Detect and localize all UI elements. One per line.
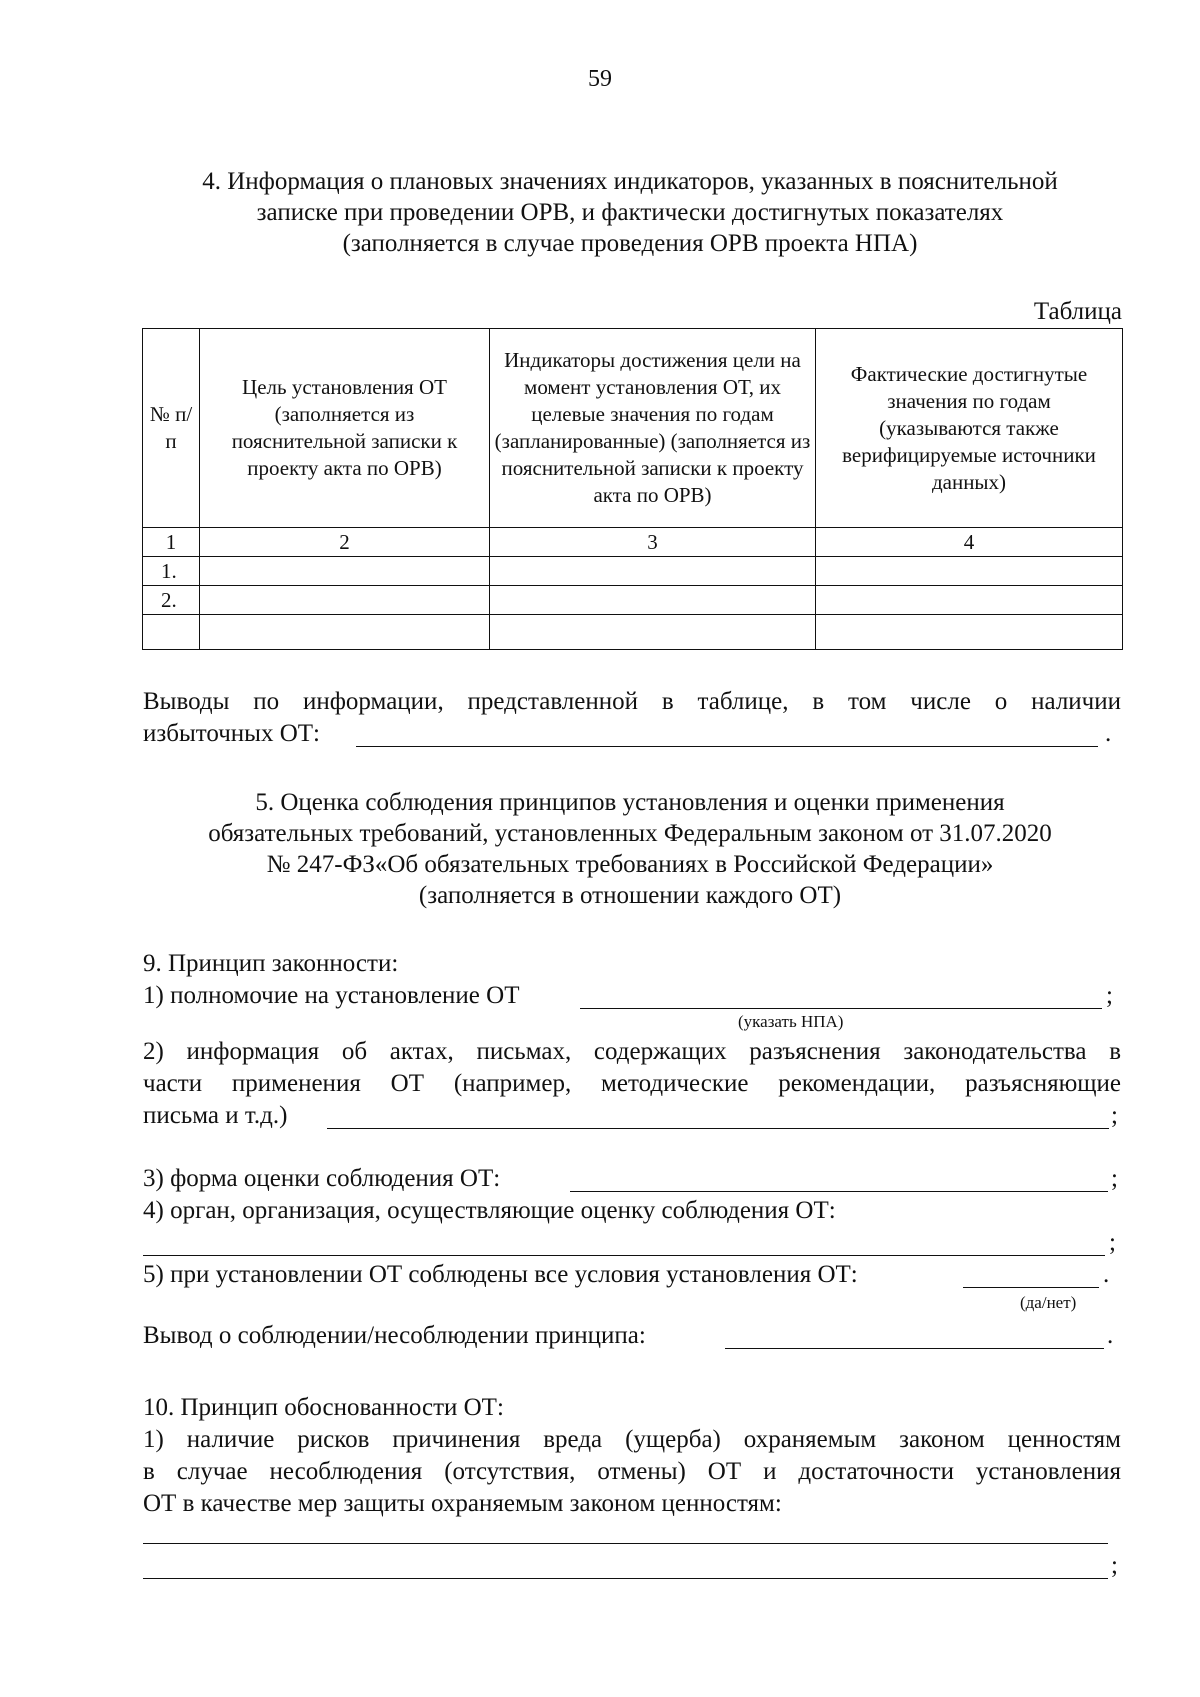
conditions-met-blank[interactable] — [963, 1259, 1099, 1288]
table-cell[interactable] — [490, 615, 816, 650]
table-cell[interactable] — [490, 557, 816, 586]
npa-hint: (указать НПА) — [738, 1012, 844, 1031]
semicolon-mark: ; — [1111, 1102, 1118, 1129]
header-cell-indicators: Индикаторы достижения цели на момент установления ОТ, их целевые значения по годам (запланированные) (заполняется из пояснительной записки к проекту акта по ОРВ) — [490, 329, 816, 528]
authority-npa-blank[interactable] — [580, 980, 1102, 1009]
table-cell[interactable] — [200, 586, 490, 615]
header-cell-number: № п/п — [143, 329, 200, 528]
table-cell[interactable] — [200, 557, 490, 586]
item-5-label: 5) при установлении ОТ соблюдены все условия установления ОТ: — [143, 1261, 858, 1288]
table-cell[interactable] — [490, 586, 816, 615]
item-3-label: 3) форма оценки соблюдения ОТ: — [143, 1165, 501, 1192]
item-4-fill-line — [143, 1227, 1121, 1259]
table-column-numbers-row — [143, 528, 1123, 557]
principle-9-item-3 — [143, 1163, 1121, 1291]
section-5-title-line: (заполняется в отношении каждого ОТ) — [418, 882, 842, 909]
principle-10-title: 10. Принцип обоснованности ОТ: — [143, 1394, 504, 1421]
item-2-line: 2) информация об актах, письмах, содержащих разъяснения законодательства в — [143, 1038, 1121, 1065]
header-cell-goal: Цель установления ОТ (заполняется из пояснительной записки к проекту акта по ОРВ) — [200, 329, 490, 528]
principle-10-item-line: ОТ в качестве мер защиты охраняемым законом ценностям: — [143, 1490, 782, 1517]
section-5-title — [140, 787, 1120, 911]
table-row — [143, 615, 1123, 650]
compliance-form-blank[interactable] — [570, 1163, 1108, 1192]
conclusion-fill-line — [143, 1320, 1121, 1352]
table-caption: Таблица — [1033, 298, 1122, 325]
principle-conclusion-blank[interactable] — [725, 1320, 1104, 1349]
item-3-fill-line — [143, 1163, 1121, 1195]
item-2-line: части применения ОТ (например, методические рекомендации, разъясняющие — [143, 1070, 1121, 1097]
table-cell[interactable] — [816, 557, 1123, 586]
section-4-title — [140, 166, 1120, 259]
clarification-acts-blank[interactable] — [327, 1100, 1109, 1129]
section-5-title-line: обязательных требований, установленных Федеральным законом от 31.07.2020 — [208, 820, 1052, 847]
column-number-cell: 1 — [143, 528, 200, 557]
page-number: 59 — [588, 66, 612, 92]
conclusion-line: Выводы по информации, представленной в таблице, в том числе о наличии — [143, 688, 1121, 715]
principle-9-block — [143, 948, 1121, 1012]
principle-conclusion-label: Вывод о соблюдении/несоблюдении принципа: — [143, 1322, 646, 1349]
principle-10-item-line: 1) наличие рисков причинения вреда (ущерба) охраняемым законом ценностям — [143, 1426, 1121, 1453]
header-cell-actual: Фактические достигнутые значения по годам (указываются также верифицируемые источники данных) — [816, 329, 1123, 528]
section-4-title-line: (заполняется в случае проведения ОРВ проекта НПА) — [342, 230, 918, 257]
semicolon-mark: ; — [1111, 1165, 1118, 1192]
principle-9-title: 9. Принцип законности: — [143, 950, 399, 977]
table-row — [143, 586, 1123, 615]
item-5-fill-line — [143, 1259, 1121, 1291]
risks-fill-line-2 — [143, 1550, 1121, 1582]
table-row — [143, 557, 1123, 586]
conclusion-fill-line — [143, 718, 1121, 750]
column-number-cell: 3 — [490, 528, 816, 557]
item-2-label: письма и т.д.) — [143, 1102, 288, 1129]
table-cell[interactable] — [816, 586, 1123, 615]
semicolon-mark: ; — [1109, 1229, 1116, 1256]
table-cell: 2. — [143, 586, 200, 615]
table-cell[interactable] — [143, 615, 200, 650]
section-5-title-line: 5. Оценка соблюдения принципов установления и оценки применения — [255, 789, 1005, 816]
conclusion-label: избыточных ОТ: — [143, 720, 320, 747]
period-mark: . — [1105, 720, 1112, 747]
item-2-fill-line — [143, 1100, 1121, 1132]
column-number-cell: 4 — [816, 528, 1123, 557]
principle-10-item-line: в случае несоблюдения (отсутствия, отмены) ОТ и достаточности установления — [143, 1458, 1121, 1485]
yes-no-hint: (да/нет) — [1020, 1293, 1077, 1312]
indicators-table — [142, 328, 1123, 650]
section-4-title-line: 4. Информация о плановых значениях индикаторов, указанных в пояснительной — [202, 168, 1058, 195]
table-cell[interactable] — [816, 615, 1123, 650]
principle-10-block — [143, 1392, 1121, 1520]
risks-blank-line[interactable] — [143, 1550, 1108, 1579]
principle-9-item-1 — [143, 980, 1121, 1012]
section-5-title-line: № 247-ФЗ«Об обязательных требованиях в Российской Федерации» — [266, 851, 994, 878]
column-number-cell: 2 — [200, 528, 490, 557]
assessing-body-blank[interactable] — [143, 1227, 1105, 1256]
risks-fill-line — [143, 1550, 1121, 1582]
semicolon-mark: ; — [1111, 1552, 1118, 1579]
excess-ot-blank[interactable] — [356, 718, 1098, 747]
section-4-conclusion — [143, 686, 1121, 750]
period-mark: . — [1103, 1261, 1110, 1288]
semicolon-mark: ; — [1106, 982, 1113, 1009]
table-header-row — [143, 329, 1123, 528]
principle-9-item-2 — [143, 1036, 1121, 1132]
principle-9-conclusion — [143, 1320, 1121, 1352]
period-mark: . — [1107, 1322, 1114, 1349]
item-1-label: 1) полномочие на установление ОТ — [143, 982, 520, 1009]
table-cell: 1. — [143, 557, 200, 586]
item-4-label: 4) орган, организация, осуществляющие оценку соблюдения ОТ: — [143, 1197, 836, 1224]
risks-blank-line[interactable] — [143, 1542, 1108, 1544]
table-cell[interactable] — [200, 615, 490, 650]
section-4-title-line: записке при проведении ОРВ, и фактически достигнутых показателях — [256, 199, 1004, 226]
